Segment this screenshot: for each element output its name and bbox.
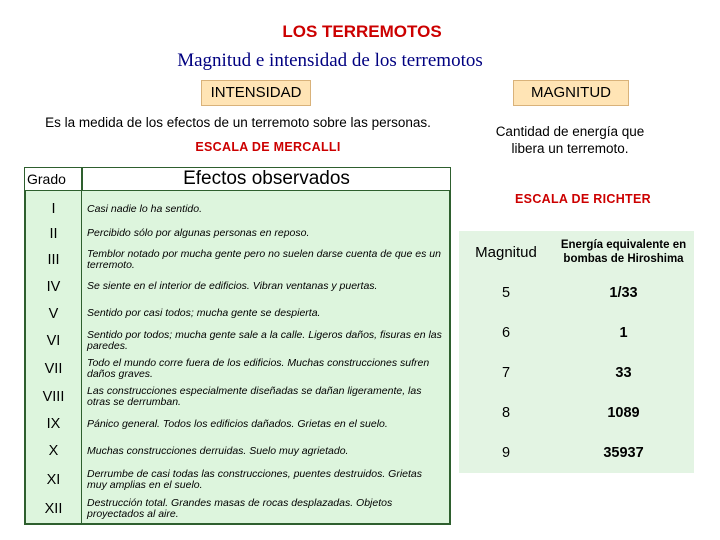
- mercalli-table: [24, 167, 451, 525]
- magnitud-label: MAGNITUD: [513, 80, 629, 106]
- grado-cell: VII: [24, 355, 82, 382]
- table-row: [459, 433, 694, 473]
- table-row: [24, 246, 451, 273]
- efecto-cell: Se siente en el interior de edificios. Vibran ventanas y puertas.: [82, 273, 451, 300]
- magnitud-cell: 7: [501, 365, 511, 381]
- grado-header: Grado: [24, 167, 82, 191]
- grado-cell: XI: [24, 465, 82, 495]
- intensidad-description: Es la medida de los efectos de un terremoto sobre las personas.: [45, 115, 431, 130]
- bombas-cell: 1089: [607, 405, 640, 421]
- table-row: [24, 221, 451, 246]
- efecto-cell: Sentido por todos; mucha gente sale a la calle. Ligeros daños, fisuras en las paredes.: [82, 327, 451, 355]
- efecto-cell: Todo el mundo corre fuera de los edificios. Muchas construcciones sufren daños graves.: [82, 355, 451, 382]
- magnitud-description: Cantidad de energía que libera un terremoto.: [495, 124, 645, 156]
- grado-cell: II: [24, 221, 82, 246]
- grado-cell: I: [24, 191, 82, 221]
- bombas-cell: 1/33: [609, 285, 638, 301]
- intensidad-label: INTENSIDAD: [201, 80, 311, 106]
- table-row: [24, 355, 451, 382]
- grado-cell: X: [24, 437, 82, 465]
- table-row: [24, 300, 451, 327]
- grado-cell: VI: [24, 327, 82, 355]
- richter-scale-heading: ESCALA DE RICHTER: [515, 192, 651, 206]
- table-row: [24, 437, 451, 465]
- richter-header-row: [459, 231, 694, 273]
- grado-cell: XII: [24, 495, 82, 525]
- table-row: [459, 313, 694, 353]
- magnitud-cell: 6: [501, 325, 511, 341]
- table-row: [24, 495, 451, 525]
- magnitud-cell: 8: [501, 405, 511, 421]
- bombas-cell: 33: [615, 365, 632, 381]
- table-row: [24, 191, 451, 221]
- mercalli-header-row: [24, 167, 451, 191]
- efecto-cell: Destrucción total. Grandes masas de rocas desplazadas. Objetos proyectados al aire.: [82, 495, 451, 525]
- grado-cell: VIII: [24, 382, 82, 411]
- table-row: [459, 353, 694, 393]
- richter-table: [459, 231, 694, 473]
- efecto-cell: Percibido sólo por algunas personas en reposo.: [82, 221, 451, 246]
- grado-cell: V: [24, 300, 82, 327]
- efecto-cell: Muchas construcciones derruidas. Suelo muy agrietado.: [82, 437, 451, 465]
- grado-cell: IV: [24, 273, 82, 300]
- table-row: [459, 273, 694, 313]
- magnitud-header: Magnitud: [475, 243, 537, 261]
- magnitud-cell: 5: [501, 285, 511, 301]
- efecto-cell: Derrumbe de casi todas las construcciones, puentes destruidos. Grietas muy amplias en el suelo.: [82, 465, 451, 495]
- grado-cell: IX: [24, 411, 82, 437]
- table-row: [459, 393, 694, 433]
- efectos-header: Efectos observados: [82, 167, 451, 191]
- table-row: [24, 465, 451, 495]
- bombas-cell: 1: [619, 325, 628, 341]
- mercalli-scale-heading: ESCALA DE MERCALLI: [195, 140, 341, 154]
- energia-header: Energía equivalente en bombas de Hiroshima: [560, 239, 687, 265]
- efecto-cell: Temblor notado por mucha gente pero no suelen darse cuenta de que es un terremoto.: [82, 246, 451, 273]
- efecto-cell: Las construcciones especialmente diseñadas se dañan ligeramente, las otras se derrumban.: [82, 382, 451, 411]
- magnitud-cell: 9: [501, 445, 511, 461]
- grado-cell: III: [24, 246, 82, 273]
- table-row: [24, 411, 451, 437]
- page-title: LOS TERREMOTOS: [282, 22, 442, 41]
- bombas-cell: 35937: [603, 445, 644, 461]
- efecto-cell: Pánico general. Todos los edificios dañados. Grietas en el suelo.: [82, 411, 451, 437]
- page-subtitle: Magnitud e intensidad de los terremotos: [177, 50, 483, 71]
- table-row: [24, 327, 451, 355]
- table-row: [24, 382, 451, 411]
- efecto-cell: Casi nadie lo ha sentido.: [82, 191, 451, 221]
- efecto-cell: Sentido por casi todos; mucha gente se despierta.: [82, 300, 451, 327]
- table-row: [24, 273, 451, 300]
